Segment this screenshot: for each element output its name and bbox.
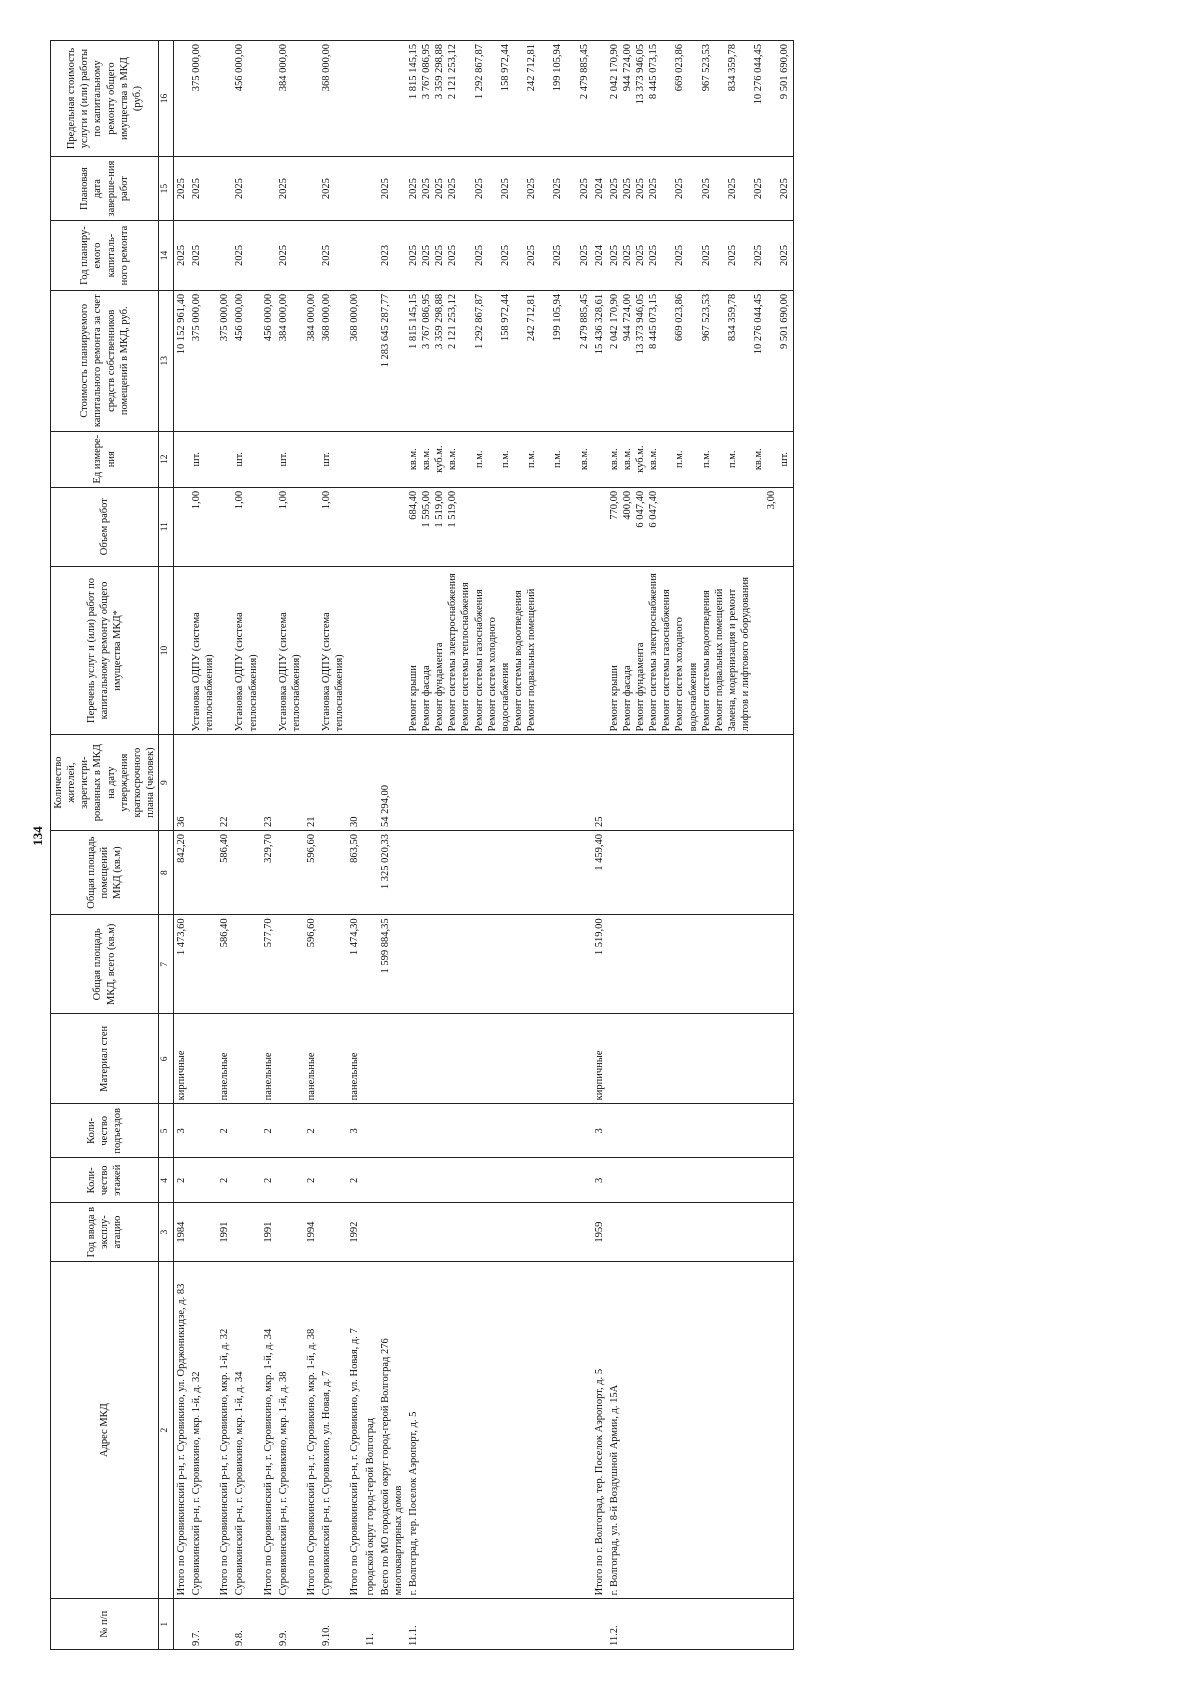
- table-cell: 368 000,00: [319, 290, 347, 431]
- table-cell: 456 000,00: [261, 290, 276, 431]
- table-cell: 2: [173, 1158, 189, 1203]
- column-header: № п/п: [51, 1599, 159, 1650]
- table-cell: 770,00 400,00 6 047,40 6 047,40 3,00: [607, 487, 793, 566]
- table-cell: 22: [217, 735, 232, 831]
- table-cell: 30: [347, 735, 362, 831]
- table-cell: [592, 1599, 607, 1650]
- table-cell: 2025: [319, 157, 347, 221]
- table-cell: 2025 2025 2025 2025 2025 2025 2025 2025 2025: [607, 221, 793, 291]
- table-cell: [232, 1104, 260, 1158]
- table-cell: [189, 1104, 217, 1158]
- table-cell: 9.10.: [319, 1599, 347, 1650]
- table-cell: [189, 735, 217, 831]
- table-cell: [232, 735, 260, 831]
- table-cell: [319, 735, 347, 831]
- table-cell: [378, 1104, 406, 1158]
- table-cell: 2025: [189, 221, 217, 291]
- table-cell: [304, 157, 319, 221]
- table-cell: [189, 830, 217, 914]
- table-cell: Итого по Суровикинский р-н, г. Суровикино, ул. Орджоникидзе, д. 83: [173, 1261, 189, 1599]
- table-cell: [319, 1158, 347, 1203]
- table-cell: 9.7.: [189, 1599, 217, 1650]
- table-cell: 2025: [173, 157, 189, 221]
- table-cell: панельные: [261, 1014, 276, 1104]
- table-row: [261, 41, 276, 1650]
- table-cell: 577,70: [261, 915, 276, 1014]
- table-cell: [378, 1203, 406, 1262]
- table-cell: [319, 1104, 347, 1158]
- table-cell: 1959: [592, 1203, 607, 1262]
- rotated-table-sheet: [50, 40, 1150, 1650]
- column-header: Год планиру-емого капиталь-ного ремонта: [51, 221, 159, 291]
- table-cell: 1,00: [189, 487, 217, 566]
- table-cell: [189, 1158, 217, 1203]
- table-cell: 11.: [363, 1599, 378, 1650]
- table-cell: [217, 566, 232, 735]
- table-cell: [363, 290, 378, 431]
- table-cell: [406, 1203, 592, 1262]
- column-header: Общая площадь МКД, всего (кв.м): [51, 915, 159, 1014]
- table-cell: [276, 735, 304, 831]
- table-row: [378, 41, 406, 1650]
- table-row: [592, 41, 607, 1650]
- table-cell: Ремонт крыши Ремонт фасада Ремонт фундамента Ремонт системы электроснабжения Ремонт системы газоснабжения Ремонт систем холодного водоснабжения Ремонт системы водоотведения Ремонт подвальных помещений Замена, модернизация и ремонт лифтов и лифтового оборудования: [607, 566, 793, 735]
- table-cell: 36: [173, 735, 189, 831]
- table-cell: [173, 566, 189, 735]
- table-cell: кирпичные: [173, 1014, 189, 1104]
- table-cell: [232, 1014, 260, 1104]
- table-cell: 384 000,00: [276, 290, 304, 431]
- table-row: [363, 41, 378, 1650]
- column-number: 1: [159, 1599, 174, 1650]
- table-cell: шт.: [319, 431, 347, 487]
- table-body: [173, 41, 793, 1650]
- table-cell: [363, 41, 378, 157]
- table-cell: 1,00: [232, 487, 260, 566]
- table-cell: [592, 431, 607, 487]
- table-cell: [189, 1014, 217, 1104]
- column-number: 2: [159, 1261, 174, 1599]
- table-cell: 2: [347, 1158, 362, 1203]
- table-cell: панельные: [347, 1014, 362, 1104]
- table-cell: 1 474,30: [347, 915, 362, 1014]
- table-cell: [276, 1104, 304, 1158]
- table-cell: 2025: [276, 221, 304, 291]
- column-number: 16: [159, 41, 174, 157]
- table-cell: 2025: [189, 157, 217, 221]
- table-row: [217, 41, 232, 1650]
- table-cell: [347, 487, 362, 566]
- table-cell: [363, 221, 378, 291]
- column-number: 9: [159, 735, 174, 831]
- column-number: 8: [159, 830, 174, 914]
- table-cell: [378, 431, 406, 487]
- column-number: 4: [159, 1158, 174, 1203]
- table-cell: 2025 2025 2025 2025 2025 2025 2025 2025 2025: [607, 157, 793, 221]
- table-cell: [173, 1599, 189, 1650]
- column-header: Стоимость планируемого капитального ремонта за счет средств собственников помещений в МКД, руб.: [51, 290, 159, 431]
- table-cell: [592, 487, 607, 566]
- column-number: 3: [159, 1203, 174, 1262]
- table-cell: [304, 1599, 319, 1650]
- table-cell: [378, 41, 406, 157]
- table-cell: 9.9.: [276, 1599, 304, 1650]
- table-cell: 1 473,60: [173, 915, 189, 1014]
- table-cell: [347, 566, 362, 735]
- table-cell: 1,00: [319, 487, 347, 566]
- column-header: Адрес МКД: [51, 1261, 159, 1599]
- table-cell: Итого по Суровикинский р-н, г. Суровикино, мкр. 1-й, д. 32: [217, 1261, 232, 1599]
- table-cell: Ремонт крыши Ремонт фасада Ремонт фундамента Ремонт системы электроснабжения Ремонт системы теплоснабжения Ремонт системы газоснабжения Ремонт систем холодного водоснабжения Ремонт системы водоотведения Ремонт подвальных помещений: [406, 566, 592, 735]
- table-cell: [406, 1014, 592, 1104]
- table-cell: 2: [261, 1158, 276, 1203]
- table-cell: 1 519,00: [592, 915, 607, 1014]
- table-cell: Суровикинский р-н, г. Суровикино, мкр. 1-й, д. 32: [189, 1261, 217, 1599]
- table-cell: [378, 1158, 406, 1203]
- table-cell: шт.: [189, 431, 217, 487]
- table-cell: 2: [304, 1104, 319, 1158]
- column-number: 14: [159, 221, 174, 291]
- column-header: Количество жителей, зарегистри-рованных в МКД на дату утверждения краткосрочного плана (человек): [51, 735, 159, 831]
- table-cell: 2024: [592, 221, 607, 291]
- table-cell: 2025 2025 2025 2025 2025 2025 2025 2025 2025: [406, 221, 592, 291]
- table-cell: Установка ОДПУ (система теплоснабжения): [189, 566, 217, 735]
- table-row: [347, 41, 362, 1650]
- table-cell: [363, 566, 378, 735]
- table-cell: [406, 830, 592, 914]
- table-cell: [276, 1158, 304, 1203]
- table-cell: кв.м. кв.м. куб.м. кв.м. п.м. п.м. п.м. п.м. кв.м.: [406, 431, 592, 487]
- table-cell: [378, 487, 406, 566]
- table-cell: [363, 487, 378, 566]
- table-cell: [319, 1203, 347, 1262]
- table-cell: [378, 566, 406, 735]
- table-cell: 1 815 145,15 3 767 086,95 3 359 298,88 2 121 253,12 1 292 867,87 158 972,44 242 712,81 199 105,94 2 479 885,45: [406, 41, 592, 157]
- table-row: [189, 41, 217, 1650]
- column-number-row: [159, 41, 174, 1650]
- table-cell: [261, 157, 276, 221]
- column-number: 10: [159, 566, 174, 735]
- table-cell: панельные: [217, 1014, 232, 1104]
- table-cell: [406, 1158, 592, 1203]
- table-cell: [276, 1014, 304, 1104]
- table-cell: 1 459,40: [592, 830, 607, 914]
- table-cell: [347, 221, 362, 291]
- column-header: Предельная стоимость услуги и (или) работы по капитальному ремонту общего имущества в МКД (руб.): [51, 41, 159, 157]
- table-cell: [363, 735, 378, 831]
- table-cell: 375 000,00: [189, 41, 217, 157]
- table-cell: 375 000,00: [217, 290, 232, 431]
- table-cell: 596,60: [304, 830, 319, 914]
- table-cell: 684,40 1 595,00 1 519,00 1 519,00: [406, 487, 592, 566]
- table-cell: 2: [304, 1158, 319, 1203]
- table-cell: [261, 566, 276, 735]
- table-cell: [189, 1203, 217, 1262]
- column-header: Коли-чество этажей: [51, 1158, 159, 1203]
- table-cell: 384 000,00: [276, 41, 304, 157]
- table-cell: [319, 830, 347, 914]
- table-cell: 1 815 145,15 3 767 086,95 3 359 298,88 2 121 253,12 1 292 867,87 158 972,44 242 712,81 199 105,94 2 479 885,45: [406, 290, 592, 431]
- table-cell: [607, 1014, 793, 1104]
- table-cell: Суровикинский р-н, г. Суровикино, мкр. 1-й, д. 34: [232, 1261, 260, 1599]
- table-cell: [347, 41, 362, 157]
- table-cell: городской округ город-герой Волгоград: [363, 1261, 378, 1599]
- table-cell: 456 000,00: [232, 290, 260, 431]
- column-number: 11: [159, 487, 174, 566]
- table-cell: 863,50: [347, 830, 362, 914]
- table-cell: 2: [217, 1104, 232, 1158]
- table-cell: Всего по МО городской округ город-герой Волгоград 276 многоквартирных домов: [378, 1261, 406, 1599]
- table-cell: [347, 1599, 362, 1650]
- table-cell: [276, 915, 304, 1014]
- table-cell: [363, 431, 378, 487]
- table-cell: [232, 1158, 260, 1203]
- table-cell: 21: [304, 735, 319, 831]
- column-number: 15: [159, 157, 174, 221]
- table-cell: 2025 2025 2025 2025 2025 2025 2025 2025 2025: [406, 157, 592, 221]
- table-row: [304, 41, 319, 1650]
- table-cell: [232, 915, 260, 1014]
- table-cell: [406, 735, 592, 831]
- table-cell: 2 042 170,90 944 724,00 13 373 946,05 8 445 073,15 669 023,86 967 523,53 834 359,78 10 276 044,45 9 501 690,00: [607, 290, 793, 431]
- table-cell: [592, 566, 607, 735]
- table-cell: [363, 1014, 378, 1104]
- table-cell: 3: [592, 1104, 607, 1158]
- table-cell: 3: [173, 1104, 189, 1158]
- table-cell: 11.1.: [406, 1599, 592, 1650]
- table-cell: [261, 1599, 276, 1650]
- table-cell: [173, 487, 189, 566]
- column-header: Материал стен: [51, 1014, 159, 1104]
- table-cell: Установка ОДПУ (система теплоснабжения): [276, 566, 304, 735]
- table-cell: г. Волгоград, ул. 8-й Воздушной Армии, д. 15А: [607, 1261, 793, 1599]
- table-cell: [406, 1104, 592, 1158]
- table-cell: [173, 41, 189, 157]
- table-cell: [304, 431, 319, 487]
- table-cell: 54 294,00: [378, 735, 406, 831]
- column-number: 7: [159, 915, 174, 1014]
- column-header: Общая площадь помещений МКД (кв.м): [51, 830, 159, 914]
- table-cell: [607, 1203, 793, 1262]
- table-cell: [261, 487, 276, 566]
- table-cell: [363, 1203, 378, 1262]
- table-cell: [261, 41, 276, 157]
- table-cell: 368 000,00: [347, 290, 362, 431]
- table-cell: Итого по Суровикинский р-н, г. Суровикино, мкр. 1-й, д. 38: [304, 1261, 319, 1599]
- table-row: [406, 41, 592, 1650]
- table-cell: [607, 1104, 793, 1158]
- table-cell: 2025: [173, 221, 189, 291]
- table-cell: [363, 830, 378, 914]
- table-cell: [217, 487, 232, 566]
- table-cell: 384 000,00: [304, 290, 319, 431]
- table-cell: [232, 1203, 260, 1262]
- table-cell: [363, 1158, 378, 1203]
- table-cell: 586,40: [217, 830, 232, 914]
- table-cell: 368 000,00: [319, 41, 347, 157]
- table-cell: 842,20: [173, 830, 189, 914]
- table-cell: [319, 915, 347, 1014]
- table-cell: [304, 41, 319, 157]
- table-cell: [347, 431, 362, 487]
- table-cell: [261, 431, 276, 487]
- table-cell: 329,70: [261, 830, 276, 914]
- table-cell: 23: [261, 735, 276, 831]
- column-number: 13: [159, 290, 174, 431]
- table-cell: Итого по Суровикинский р-н, г. Суровикино, ул. Новая, д. 7: [347, 1261, 362, 1599]
- table-cell: 1994: [304, 1203, 319, 1262]
- table-cell: г. Волгоград, тер. Поселок Аэропорт, д. 5: [406, 1261, 592, 1599]
- table-cell: 596,60: [304, 915, 319, 1014]
- table-cell: [217, 1599, 232, 1650]
- table-cell: [232, 830, 260, 914]
- table-cell: 375 000,00: [189, 290, 217, 431]
- table-row: [319, 41, 347, 1650]
- column-number: 6: [159, 1014, 174, 1104]
- table-cell: 1 325 020,33: [378, 830, 406, 914]
- table-cell: [378, 1599, 406, 1650]
- table-cell: [276, 1203, 304, 1262]
- header-row: [51, 41, 159, 1650]
- column-header: Объем работ: [51, 487, 159, 566]
- column-number: 12: [159, 431, 174, 487]
- table-cell: 586,40: [217, 915, 232, 1014]
- table-cell: кирпичные: [592, 1014, 607, 1104]
- table-cell: Установка ОДПУ (система теплоснабжения): [319, 566, 347, 735]
- table-cell: 2025: [232, 221, 260, 291]
- column-header: Перечень услуг и (или) работ по капитальному ремонту общего имущества МКД*: [51, 566, 159, 735]
- table-cell: 1,00: [276, 487, 304, 566]
- table-cell: кв.м. кв.м. куб.м. кв.м. п.м. п.м. п.м. кв.м. шт.: [607, 431, 793, 487]
- column-number: 5: [159, 1104, 174, 1158]
- column-header: Год ввода в эксплу-атацию: [51, 1203, 159, 1262]
- table-cell: 2025: [276, 157, 304, 221]
- table-cell: [276, 830, 304, 914]
- table-cell: [607, 830, 793, 914]
- table-cell: Итого по г. Волгоград, тер. Поселок Аэропорт, д. 5: [592, 1261, 607, 1599]
- table-cell: 2023: [378, 221, 406, 291]
- table-cell: 2: [217, 1158, 232, 1203]
- table-cell: 1 599 884,35: [378, 915, 406, 1014]
- table-cell: 1992: [347, 1203, 362, 1262]
- table-cell: [363, 915, 378, 1014]
- table-cell: Суровикинский р-н, г. Суровикино, ул. Новая, д. 7: [319, 1261, 347, 1599]
- table-cell: [607, 1158, 793, 1203]
- table-cell: [217, 157, 232, 221]
- table-cell: 1991: [261, 1203, 276, 1262]
- table-cell: 2: [261, 1104, 276, 1158]
- table-cell: [217, 41, 232, 157]
- table-cell: панельные: [304, 1014, 319, 1104]
- table-cell: [261, 221, 276, 291]
- table-cell: шт.: [276, 431, 304, 487]
- table-cell: [319, 1014, 347, 1104]
- table-cell: Установка ОДПУ (система теплоснабжения): [232, 566, 260, 735]
- table-cell: 10 152 961,40: [173, 290, 189, 431]
- table-cell: [173, 431, 189, 487]
- column-header: Плановая дата заверше-ния работ: [51, 157, 159, 221]
- table-cell: [406, 915, 592, 1014]
- column-header: Коли-чество подъездов: [51, 1104, 159, 1158]
- table-cell: Суровикинский р-н, г. Суровикино, мкр. 1-й, д. 38: [276, 1261, 304, 1599]
- table-cell: 2025: [319, 221, 347, 291]
- table-cell: 11.2.: [607, 1599, 793, 1650]
- column-header: Ед измере-ния: [51, 431, 159, 487]
- table-cell: 3: [347, 1104, 362, 1158]
- table-cell: [363, 1104, 378, 1158]
- table-cell: 1 283 645 287,77: [378, 290, 406, 431]
- table-cell: 25: [592, 735, 607, 831]
- table-cell: [607, 915, 793, 1014]
- table-row: [232, 41, 260, 1650]
- table-cell: 2025: [232, 157, 260, 221]
- table-cell: 1991: [217, 1203, 232, 1262]
- table-cell: 456 000,00: [232, 41, 260, 157]
- table-cell: 15 436 328,61: [592, 290, 607, 431]
- table-cell: шт.: [232, 431, 260, 487]
- capital-repair-table: [50, 40, 794, 1650]
- table-cell: [378, 1014, 406, 1104]
- table-cell: [217, 221, 232, 291]
- table-cell: [592, 41, 607, 157]
- table-cell: 1984: [173, 1203, 189, 1262]
- table-cell: Итого по Суровикинский р-н, г. Суровикино, мкр. 1-й, д. 34: [261, 1261, 276, 1599]
- table-cell: 3: [592, 1158, 607, 1203]
- table-row: [276, 41, 304, 1650]
- table-row: [607, 41, 793, 1650]
- table-cell: [607, 735, 793, 831]
- table-cell: 9.8.: [232, 1599, 260, 1650]
- table-cell: [304, 487, 319, 566]
- table-cell: [217, 431, 232, 487]
- table-row: [173, 41, 189, 1650]
- table-cell: [304, 221, 319, 291]
- table-cell: [363, 157, 378, 221]
- table-cell: 2024: [592, 157, 607, 221]
- page-number: 134: [30, 826, 45, 846]
- table-cell: 2025: [378, 157, 406, 221]
- table-cell: [304, 566, 319, 735]
- table-cell: [347, 157, 362, 221]
- table-cell: 2 042 170,90 944 724,00 13 373 946,05 8 445 073,15 669 023,86 967 523,53 834 359,78 10 276 044,45 9 501 690,00: [607, 41, 793, 157]
- table-cell: [189, 915, 217, 1014]
